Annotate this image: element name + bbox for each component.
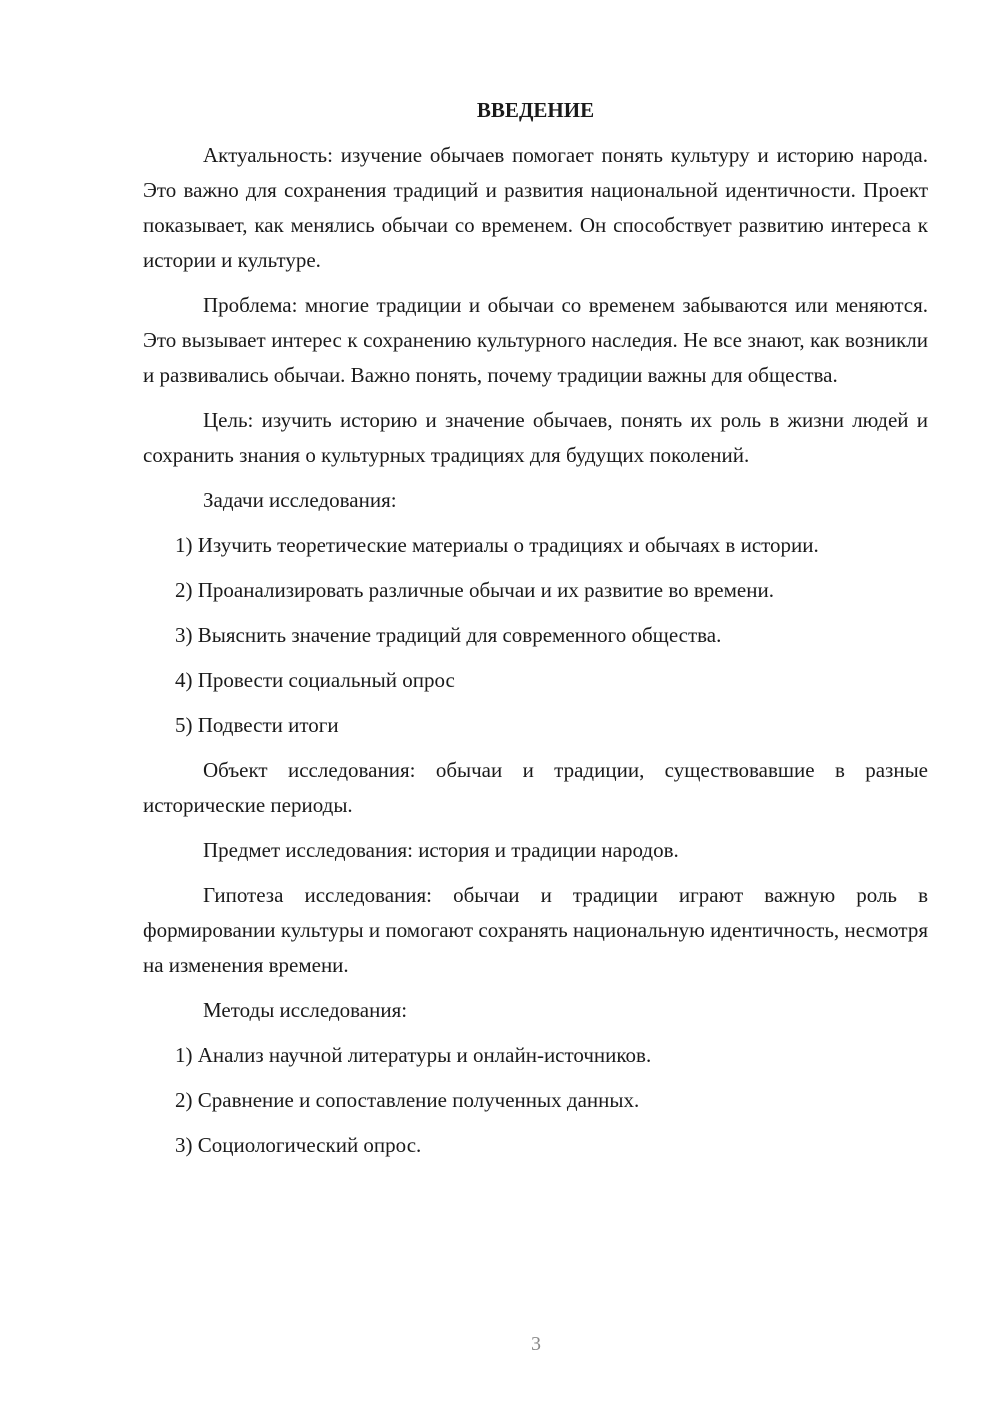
hypothesis-paragraph: Гипотеза исследования: обычаи и традиции играют важную роль в формировании культуры и помогают сохранять национальную идентичность, несмотря на изменения времени. [143,883,928,977]
goal-paragraph: Цель: изучить историю и значение обычаев, понять их роль в жизни людей и сохранить знания о культурных традициях для будущих поколений. [143,408,928,467]
subject-paragraph: Предмет исследования: история и традиции народов. [203,838,679,862]
page-title: ВВЕДЕНИЕ [476,98,595,122]
method-item-3: 3) Социологический опрос. [175,1133,422,1157]
task-item-1: 1) Изучить теоретические материалы о традициях и обычаях в истории. [175,533,819,557]
method-item-1: 1) Анализ научной литературы и онлайн-источников. [175,1043,652,1067]
task-item-5: 5) Подвести итоги [175,713,339,737]
task-item-2: 2) Проанализировать различные обычаи и их развитие во времени. [175,578,774,602]
problem-paragraph: Проблема: многие традиции и обычаи со временем забываются или меняются. Это вызывает интерес к сохранению культурного наследия. Не все знают, как возникли и развивались обычаи. Важно понять, почему традиции важны для общества. [143,293,928,387]
task-item-4: 4) Провести социальный опрос [175,668,455,692]
page-number: 3 [531,1333,541,1355]
methods-heading: Методы исследования: [203,998,408,1022]
method-item-2: 2) Сравнение и сопоставление полученных данных. [175,1088,640,1112]
object-paragraph: Объект исследования: обычаи и традиции, существовавшие в разные исторические периоды. [143,758,928,817]
document-page [143,93,928,1173]
task-item-3: 3) Выяснить значение традиций для современного общества. [175,623,722,647]
tasks-heading: Задачи исследования: [203,488,397,512]
relevance-paragraph: Актуальность: изучение обычаев помогает понять культуру и историю народа. Это важно для сохранения традиций и развития национальной идентичности. Проект показывает, как менялись обычаи со временем. Он способствует развитию интереса к истории и культуре. [143,143,928,272]
